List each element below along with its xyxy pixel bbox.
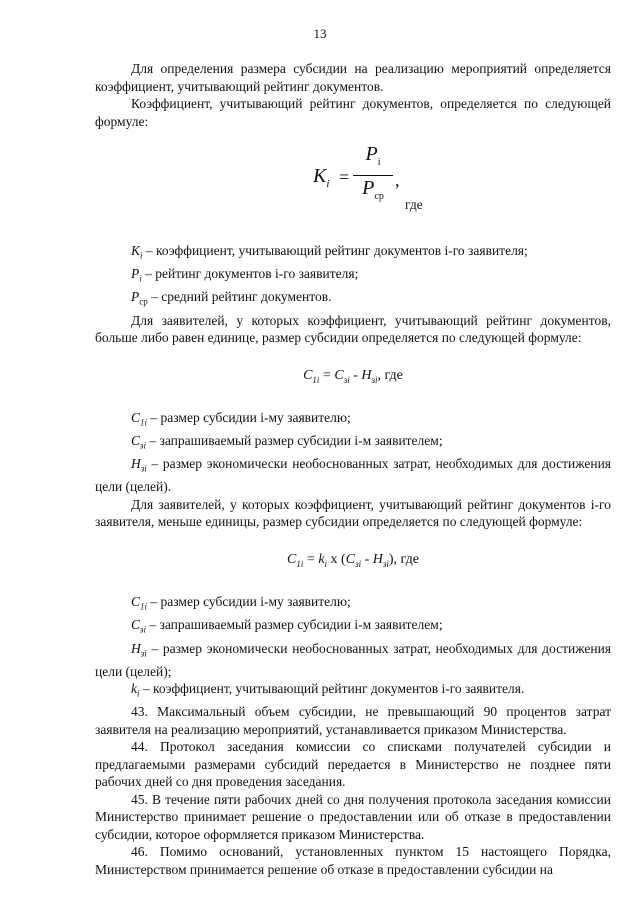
formula1-denominator: $P_{ср}$ [362,176,384,202]
paragraph-43: 43. Максимальный объем субсидии, не превышающий 90 процентов затрат заявителя на реализацию мероприятий, устанавливается приказом Министерства. [95,704,611,737]
definition-line: $C_{1i}$ – размер субсидии i-му заявителю; [131,594,351,612]
paragraph-44: 44. Протокол заседания комиссии со списками получателей субсидии и предлагаемыми размерами субсидий передается в Министерство не позднее пяти рабочих дней со дня проведения заседания. [95,739,611,790]
definition-line: $P_i$ – рейтинг документов i-го заявителя; [131,266,359,284]
formula1-equals: = [339,167,350,187]
definition-line: $C_{1i}$ – размер субсидии i-му заявителю; [131,409,351,428]
formula-subsidy-2: $C_{1i} = k_i$ х $(C_{зi} - H_{зi})$, где [287,551,419,569]
paragraph-intro-2: Коэффициент, учитывающий рейтинг документов, определяется по следующей формуле: [95,96,611,129]
formula1-fraction [353,143,393,205]
formula-subsidy-1: $C_{1i} = C_{зi} - H_{зi}$, где [303,367,403,385]
definition-line: $P_{ср}$ – средний рейтинг документов. [131,289,332,308]
definition-line: $H_{зi}$ – размер экономически необоснованных затрат, необходимых для достижения цели (целей); [95,640,611,679]
paragraph-45: 45. В течение пяти рабочих дней со дня получения протокола заседания комиссии Министерство принимает решение о предоставлении или об отказе в предоставлении субсидии, которое оформляется приказом Министерства. [95,791,611,842]
document-body [95,60,611,878]
definition-line: $C_{зi}$ – запрашиваемый размер субсидии i-м заявителем; [131,433,443,451]
formula1-numerator: $P_i$ [353,146,393,176]
page-number: 13 [313,26,327,41]
paragraph-case-2: Для заявителей, у которых коэффициент, учитывающий рейтинг документов i-го заявителя, меньше единицы, размер субсидии определяется по следующей формуле: [95,496,611,530]
definition-line: $H_{зi}$ – размер экономически необоснованных затрат, необходимых для достижения цели (целей). [95,456,611,495]
paragraph-intro-1: Для определения размера субсидии на реализацию мероприятий определяется коэффициент, учитывающий рейтинг документов. [95,61,611,94]
formula-coefficient [95,144,611,230]
paragraph-case-1: Для заявителей, у которых коэффициент, учитывающий рейтинг документов, больше либо равен единице, размер субсидии определяется по следующей формуле: [95,312,611,346]
definition-line: $K_i$ – коэффициент, учитывающий рейтинг документов i-го заявителя; [131,243,528,261]
formula1-lhs: $K_i$ [313,165,330,190]
formula1-where: где [405,197,423,212]
paragraph-46: 46. Помимо оснований, установленных пунктом 15 настоящего Порядка, Министерством принимается решение об отказе в предоставлении субсидии на [95,844,611,877]
definition-line: $C_{зi}$ – запрашиваемый размер субсидии i-м заявителем; [131,617,443,636]
definition-line: $k_i$ – коэффициент, учитывающий рейтинг документов i-го заявителя. [131,681,525,699]
formula1-comma: , [395,170,400,190]
